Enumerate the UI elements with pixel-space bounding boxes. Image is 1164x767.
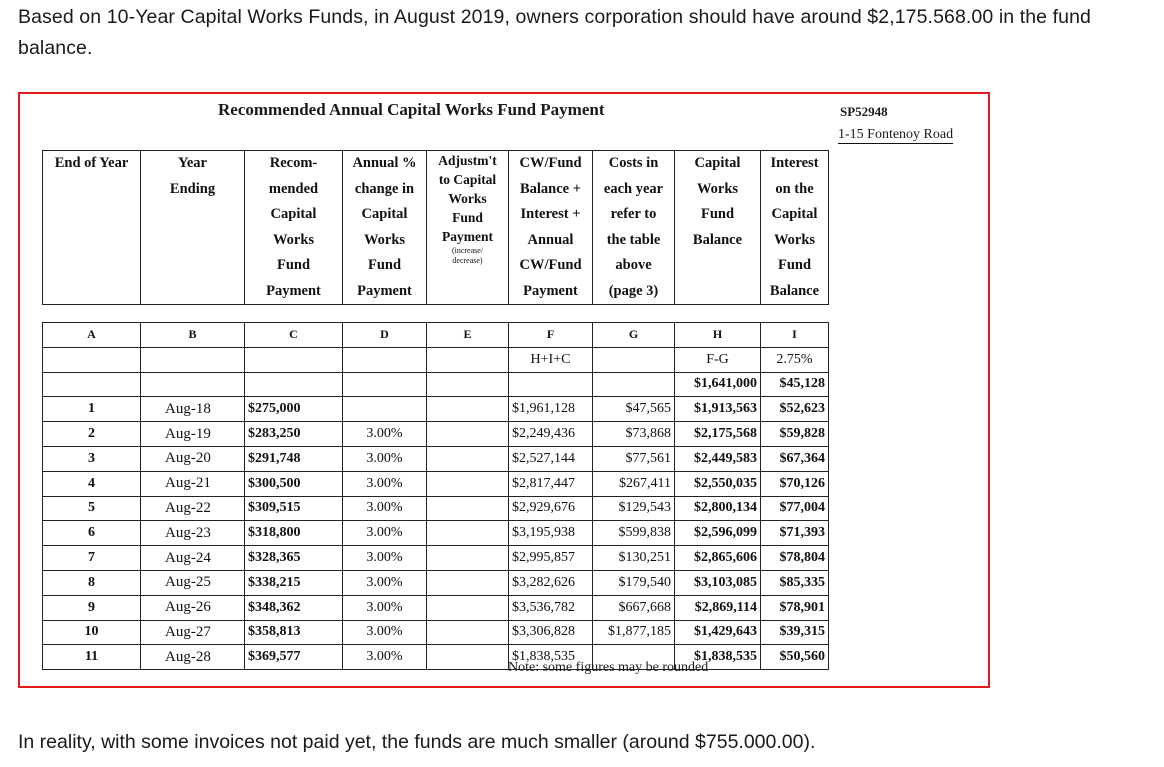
header-line: Recom- <box>269 155 318 171</box>
cell-interest: $78,804 <box>761 546 829 571</box>
header-line: on the <box>775 180 814 197</box>
header-line: each year <box>603 180 664 197</box>
capital-works-fund-table <box>42 150 829 670</box>
header-line: CW/Fund <box>519 155 582 171</box>
cell-balance-plus-interest: $3,282,626 <box>509 570 593 595</box>
formula-row <box>43 347 829 372</box>
cell-fund-balance: $1,913,563 <box>675 397 761 422</box>
table-row <box>43 471 829 496</box>
cell-year-ending: Aug-23 <box>141 521 245 546</box>
table-row <box>43 397 829 422</box>
cell-end-of-year: 1 <box>43 397 141 422</box>
header-col-d <box>343 151 427 305</box>
header-col-f <box>509 151 593 305</box>
header-line: Year <box>178 155 207 171</box>
cell-costs: $267,411 <box>593 471 675 496</box>
cell-payment: $275,000 <box>245 397 343 422</box>
cell-costs: $73,868 <box>593 422 675 447</box>
cell-end-of-year: 5 <box>43 496 141 521</box>
cell-year-ending: Aug-25 <box>141 570 245 595</box>
cell-adjustment <box>427 570 509 595</box>
cell-year-ending: Aug-20 <box>141 446 245 471</box>
cell-end-of-year: 2 <box>43 422 141 447</box>
cell-year-ending: Aug-28 <box>141 645 245 670</box>
cell-adjustment <box>427 521 509 546</box>
cell-balance-plus-interest: $3,195,938 <box>509 521 593 546</box>
cell-fund-balance: $2,800,134 <box>675 496 761 521</box>
header-line: Fund <box>452 210 483 225</box>
table-spacer-row <box>43 305 829 323</box>
header-line: Ending <box>169 180 216 197</box>
header-line: Capital <box>771 206 818 222</box>
cell-end-of-year: 4 <box>43 471 141 496</box>
table-row <box>43 645 829 670</box>
cell-fund-balance: $2,550,035 <box>675 471 761 496</box>
table-row <box>43 570 829 595</box>
cell-interest: $52,623 <box>761 397 829 422</box>
outro-paragraph: In reality, with some invoices not paid yet, the funds are much smaller (around $755.000.00). <box>18 731 816 753</box>
header-line: Interest <box>770 155 819 171</box>
opening-balance: $1,641,000 <box>675 372 761 397</box>
cell-fund-balance: $3,103,085 <box>675 570 761 595</box>
cell-costs: $77,561 <box>593 446 675 471</box>
cell-annual-change: 3.00% <box>343 620 427 645</box>
header-line: Works <box>773 231 816 248</box>
header-line: Works <box>272 231 315 248</box>
cell-costs: $667,668 <box>593 595 675 620</box>
cell-balance-plus-interest: $2,249,436 <box>509 422 593 447</box>
header-line: Capital <box>361 206 408 222</box>
column-letter: C <box>245 323 343 348</box>
cell-interest: $67,364 <box>761 446 829 471</box>
table-header-row <box>43 151 829 305</box>
cell-balance-plus-interest: $1,838,535 <box>509 645 593 670</box>
header-line: Payment <box>266 282 321 299</box>
cell-payment: $291,748 <box>245 446 343 471</box>
header-line: change in <box>354 180 415 197</box>
cell-balance-plus-interest: $1,961,128 <box>509 397 593 422</box>
header-line: the table <box>606 231 661 248</box>
cell-annual-change <box>343 397 427 422</box>
cell-fund-balance: $2,449,583 <box>675 446 761 471</box>
cell-payment: $369,577 <box>245 645 343 670</box>
cell-annual-change: 3.00% <box>343 645 427 670</box>
strata-plan-code: SP52948 <box>840 104 888 119</box>
column-letter: A <box>43 323 141 348</box>
cell-balance-plus-interest: $3,306,828 <box>509 620 593 645</box>
table-row <box>43 496 829 521</box>
header-line: Fund <box>700 206 735 222</box>
cell-costs: $179,540 <box>593 570 675 595</box>
header-line: Annual % <box>352 155 417 171</box>
header-col-e <box>427 151 509 305</box>
column-letter: H <box>675 323 761 348</box>
cell-costs: $130,251 <box>593 546 675 571</box>
column-letter: I <box>761 323 829 348</box>
cell-costs: $129,543 <box>593 496 675 521</box>
formula-h: F-G <box>675 347 761 372</box>
cell-adjustment <box>427 422 509 447</box>
header-line: Works <box>696 180 739 197</box>
cell-balance-plus-interest: $2,995,857 <box>509 546 593 571</box>
cell-interest: $59,828 <box>761 422 829 447</box>
header-line: to Capital <box>438 172 497 187</box>
table-row <box>43 521 829 546</box>
header-col-h <box>675 151 761 305</box>
cell-annual-change: 3.00% <box>343 446 427 471</box>
cell-year-ending: Aug-27 <box>141 620 245 645</box>
cell-year-ending: Aug-26 <box>141 595 245 620</box>
cell-year-ending: Aug-22 <box>141 496 245 521</box>
cell-fund-balance: $2,869,114 <box>675 595 761 620</box>
cell-costs: $47,565 <box>593 397 675 422</box>
document-title: Recommended Annual Capital Works Fund Payment <box>218 100 605 119</box>
opening-balance-row <box>43 372 829 397</box>
formula-f: H+I+C <box>509 347 593 372</box>
header-line: Works <box>363 231 406 248</box>
cell-end-of-year: 10 <box>43 620 141 645</box>
cell-interest: $70,126 <box>761 471 829 496</box>
cell-payment: $309,515 <box>245 496 343 521</box>
cell-adjustment <box>427 546 509 571</box>
cell-interest: $78,901 <box>761 595 829 620</box>
cell-year-ending: Aug-24 <box>141 546 245 571</box>
cell-end-of-year: 9 <box>43 595 141 620</box>
cell-balance-plus-interest: $2,929,676 <box>509 496 593 521</box>
cell-interest: $85,335 <box>761 570 829 595</box>
table-row <box>43 620 829 645</box>
header-line: Capital <box>270 206 317 222</box>
cell-end-of-year: 8 <box>43 570 141 595</box>
header-line: Capital <box>694 155 741 171</box>
header-line: Payment <box>357 282 412 299</box>
cell-end-of-year: 6 <box>43 521 141 546</box>
header-line: End of Year <box>54 155 129 171</box>
header-line: Balance <box>692 231 743 248</box>
cell-fund-balance: $2,175,568 <box>675 422 761 447</box>
header-line: Balance + <box>519 180 582 197</box>
header-col-a <box>43 151 141 305</box>
cell-end-of-year: 11 <box>43 645 141 670</box>
header-line: Works <box>448 191 487 206</box>
cell-adjustment <box>427 645 509 670</box>
cell-annual-change: 3.00% <box>343 570 427 595</box>
header-col-c <box>245 151 343 305</box>
header-line: Fund <box>276 257 311 273</box>
column-letter: B <box>141 323 245 348</box>
cell-balance-plus-interest: $2,527,144 <box>509 446 593 471</box>
cell-interest: $77,004 <box>761 496 829 521</box>
cell-interest: $50,560 <box>761 645 829 670</box>
header-line: Annual <box>527 231 574 248</box>
cell-fund-balance: $1,838,535 <box>675 645 761 670</box>
cell-adjustment <box>427 397 509 422</box>
header-line: above <box>615 257 652 273</box>
rounding-note: Note: some figures may be rounded <box>508 660 709 675</box>
cell-end-of-year: 7 <box>43 546 141 571</box>
header-small-note: decrease) <box>452 256 483 265</box>
cell-annual-change: 3.00% <box>343 471 427 496</box>
cell-adjustment <box>427 496 509 521</box>
cell-payment: $338,215 <box>245 570 343 595</box>
header-line: mended <box>268 180 319 197</box>
cell-payment: $283,250 <box>245 422 343 447</box>
header-col-b <box>141 151 245 305</box>
cell-costs: $599,838 <box>593 521 675 546</box>
header-line: Adjustm't <box>438 153 497 168</box>
table-row <box>43 546 829 571</box>
column-letter: G <box>593 323 675 348</box>
cell-adjustment <box>427 595 509 620</box>
column-letter: D <box>343 323 427 348</box>
header-line: Payment <box>523 282 578 299</box>
column-letter: F <box>509 323 593 348</box>
header-line: Fund <box>777 257 812 273</box>
header-line: refer to <box>610 206 657 222</box>
cell-adjustment <box>427 471 509 496</box>
property-address: 1-15 Fontenoy Road <box>838 127 954 142</box>
cell-fund-balance: $2,865,606 <box>675 546 761 571</box>
cell-annual-change: 3.00% <box>343 521 427 546</box>
cell-payment: $348,362 <box>245 595 343 620</box>
cell-interest: $71,393 <box>761 521 829 546</box>
table-row <box>43 595 829 620</box>
cell-annual-change: 3.00% <box>343 422 427 447</box>
header-line: Payment <box>442 229 493 244</box>
header-col-g <box>593 151 675 305</box>
column-letter: E <box>427 323 509 348</box>
cell-adjustment <box>427 446 509 471</box>
table-row <box>43 422 829 447</box>
cell-year-ending: Aug-18 <box>141 397 245 422</box>
column-letter-row <box>43 323 829 348</box>
header-line: Balance <box>769 282 820 299</box>
cell-annual-change: 3.00% <box>343 546 427 571</box>
cell-adjustment <box>427 620 509 645</box>
header-line: CW/Fund <box>519 257 582 273</box>
header-line: Fund <box>367 257 402 273</box>
opening-interest: $45,128 <box>761 372 829 397</box>
cell-end-of-year: 3 <box>43 446 141 471</box>
cell-payment: $358,813 <box>245 620 343 645</box>
cell-payment: $300,500 <box>245 471 343 496</box>
cell-year-ending: Aug-21 <box>141 471 245 496</box>
table-row <box>43 446 829 471</box>
cell-fund-balance: $1,429,643 <box>675 620 761 645</box>
cell-annual-change: 3.00% <box>343 595 427 620</box>
header-line: Costs in <box>608 155 659 171</box>
header-small-note: (increase/ <box>451 246 484 255</box>
cell-year-ending: Aug-19 <box>141 422 245 447</box>
intro-paragraph: Based on 10-Year Capital Works Funds, in August 2019, owners corporation should have around $2,175.568.00 in the fund balance. <box>18 6 1092 59</box>
cell-costs: $1,877,185 <box>593 620 675 645</box>
cell-payment: $328,365 <box>245 546 343 571</box>
formula-i: 2.75% <box>761 347 829 372</box>
cell-annual-change: 3.00% <box>343 496 427 521</box>
header-line: Interest + <box>520 206 581 222</box>
cell-fund-balance: $2,596,099 <box>675 521 761 546</box>
cell-balance-plus-interest: $2,817,447 <box>509 471 593 496</box>
header-col-i <box>761 151 829 305</box>
cell-balance-plus-interest: $3,536,782 <box>509 595 593 620</box>
header-line: (page 3) <box>608 282 659 299</box>
cell-payment: $318,800 <box>245 521 343 546</box>
cell-interest: $39,315 <box>761 620 829 645</box>
